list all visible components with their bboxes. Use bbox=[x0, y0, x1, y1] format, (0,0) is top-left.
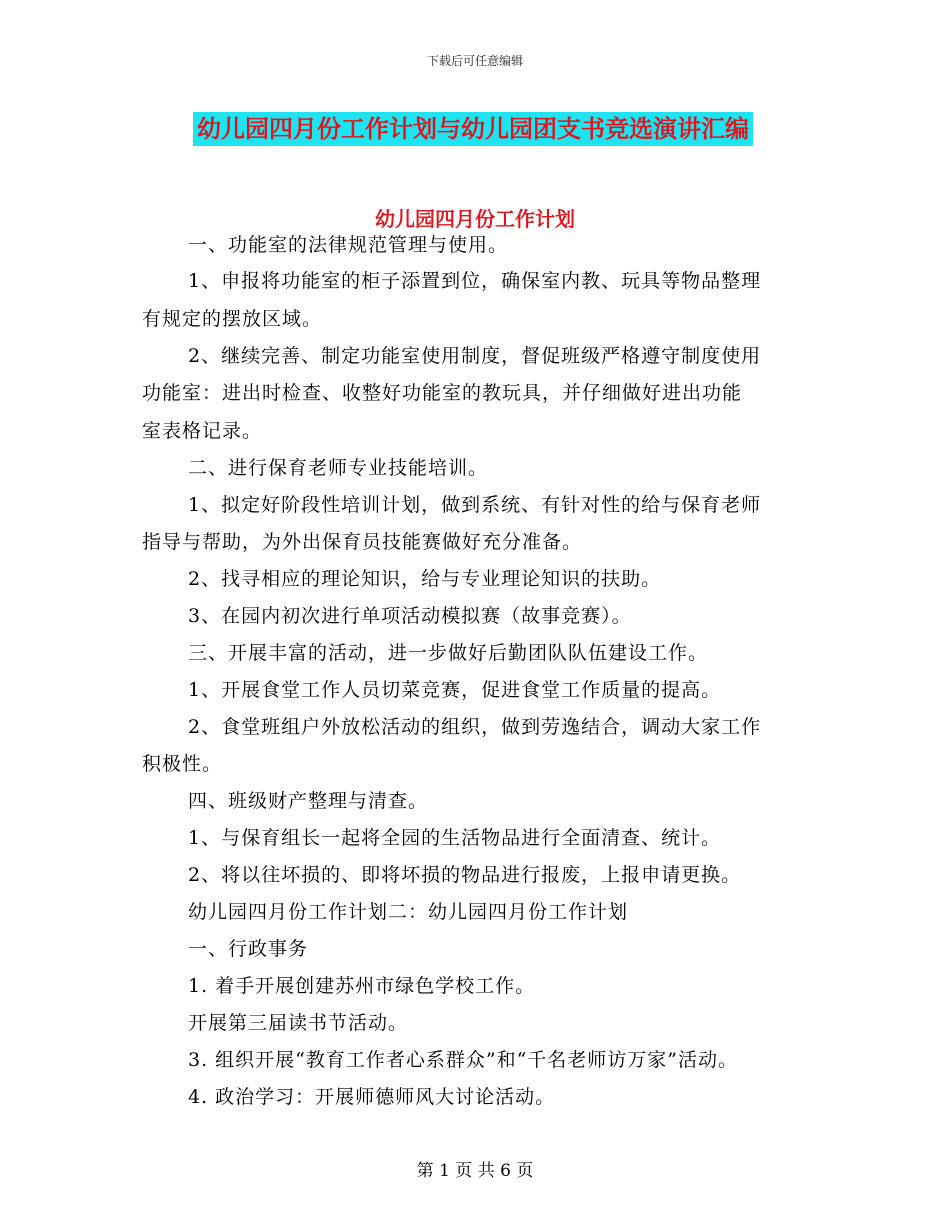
paragraph-line: 积极性。 bbox=[142, 753, 223, 775]
paragraph-line: 1、开展食堂工作人员切菜竞赛，促进食堂工作质量的提高。 bbox=[188, 679, 722, 701]
paragraph-line: 2、继续完善、制定功能室使用制度，督促班级严格遵守制度使用 bbox=[188, 345, 762, 367]
paragraph-line: 1、与保育组长一起将全园的生活物品进行全面清查、统计。 bbox=[188, 827, 722, 849]
paragraph-line: 1、拟定好阶段性培训计划，做到系统、有针对性的给与保育老师 bbox=[188, 494, 762, 516]
paragraph-line: 3、在园内初次进行单项活动模拟赛（故事竞赛）。 bbox=[188, 605, 632, 627]
paragraph-line: 室表格记录。 bbox=[142, 420, 263, 442]
paragraph-line: 2、食堂班组户外放松活动的组织，做到劳逸结合，调动大家工作 bbox=[188, 716, 762, 738]
paragraph-line: 指导与帮助，为外出保育员技能赛做好充分准备。 bbox=[142, 531, 583, 553]
paragraph-line: 四、班级财产整理与清查。 bbox=[188, 790, 429, 812]
paragraph-line: 1、申报将功能室的柜子添置到位，确保室内教、玩具等物品整理 bbox=[188, 270, 762, 292]
paragraph-line: 一、行政事务 bbox=[188, 938, 309, 960]
paragraph-line: 有规定的摆放区域。 bbox=[142, 308, 323, 330]
section-title: 幼儿园四月份工作计划 bbox=[375, 207, 575, 231]
paragraph-line: 三、开展丰富的活动，进一步做好后勤团队队伍建设工作。 bbox=[188, 642, 709, 664]
paragraph-line: 幼儿园四月份工作计划二：幼儿园四月份工作计划 bbox=[188, 901, 629, 923]
paragraph-line: 2、将以往坏损的、即将坏损的物品进行报废，上报申请更换。 bbox=[188, 864, 742, 886]
paragraph-line: 功能室：进出时检查、收整好功能室的教玩具，并仔细做好进出功能 bbox=[142, 382, 743, 404]
document-title: 幼儿园四月份工作计划与幼儿园团支书竞选演讲汇编 bbox=[193, 112, 753, 146]
page-header: 下载后可任意编辑 bbox=[426, 54, 523, 68]
paragraph-line: 3. 组织开展“教育工作者心系群众”和“千名老师访万家”活动。 bbox=[188, 1049, 739, 1071]
paragraph-line: 4. 政治学习：开展师德师风大讨论活动。 bbox=[188, 1086, 556, 1108]
paragraph-line: 2、找寻相应的理论知识，给与专业理论知识的扶助。 bbox=[188, 568, 662, 590]
paragraph-line: 开展第三届读书节活动。 bbox=[188, 1012, 409, 1034]
paragraph-line: 一、功能室的法律规范管理与使用。 bbox=[188, 234, 509, 256]
paragraph-line: 1. 着手开展创建苏州市绿色学校工作。 bbox=[188, 975, 536, 997]
page-footer: 第 1 页 共 6 页 bbox=[416, 1161, 534, 1181]
paragraph-line: 二、进行保育老师专业技能培训。 bbox=[188, 457, 489, 479]
